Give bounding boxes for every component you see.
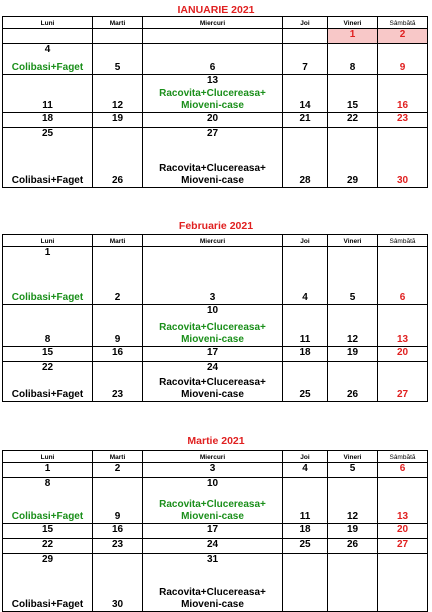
day-number: 5 [114,62,121,73]
day-cell [283,524,328,539]
day-number: 6 [209,62,216,73]
day-cell [143,524,283,539]
day-number: 20 [206,113,219,124]
day-number: 19 [346,524,359,535]
day-cell [3,463,93,478]
day-cell [328,128,378,188]
day-number: 2 [114,463,121,474]
day-number: 25 [41,128,54,139]
day-cell [283,478,328,524]
day-number: 14 [299,100,311,111]
day-cell [93,347,143,362]
day-number: 19 [346,347,359,358]
day-cell [3,347,93,362]
day-cell [143,362,283,402]
day-number: 10 [206,478,219,489]
day-cell [3,524,93,539]
weekday-header: Vineri [328,17,378,29]
day-cell [93,29,143,44]
day-number: 10 [206,305,219,316]
day-cell [93,305,143,347]
day-number: 12 [346,334,359,345]
day-cell [378,113,428,128]
week-row [3,305,428,347]
week-row [3,524,428,539]
day-number: 5 [349,292,356,303]
day-number: 5 [349,463,356,474]
day-cell [328,347,378,362]
day-number: 18 [299,524,311,535]
day-number: 4 [302,463,308,474]
month-title: Februarie 2021 [178,220,254,232]
day-number: 13 [396,511,409,522]
day-number: 27 [206,128,219,139]
collection-schedule-note: Colibasi+Faget [11,599,84,610]
day-number: 26 [346,389,359,400]
day-number: 2 [399,29,406,40]
day-cell [143,463,283,478]
weekday-header-row [3,235,428,247]
day-cell [93,539,143,554]
day-number: 1 [349,29,356,40]
weekday-header: Joi [283,235,328,247]
day-cell [283,305,328,347]
day-number: 22 [41,539,54,550]
day-cell [143,247,283,305]
day-number: 27 [396,389,409,400]
day-cell [93,128,143,188]
day-number: 7 [302,62,308,73]
day-cell [283,128,328,188]
day-cell [378,524,428,539]
day-cell [378,478,428,524]
weekday-header: Marti [93,235,143,247]
day-number: 26 [111,175,124,186]
day-cell [143,478,283,524]
week-row [3,539,428,554]
day-number: 20 [396,524,409,535]
day-cell [143,305,283,347]
week-row [3,128,428,188]
day-cell [283,29,328,44]
weekday-header: Sâmbătă [378,451,428,463]
day-number: 17 [206,347,219,358]
day-number: 9 [114,511,121,522]
day-cell [3,362,93,402]
week-row [3,478,428,524]
day-number: 19 [111,113,124,124]
weekday-header: Joi [283,17,328,29]
day-number: 29 [346,175,359,186]
day-number: 23 [396,113,409,124]
weekday-header: Miercuri [143,17,283,29]
week-row [3,75,428,113]
collection-schedule-note: Colibasi+Faget [11,511,84,522]
day-cell [143,128,283,188]
day-number: 15 [41,347,54,358]
collection-schedule-note: Colibasi+Faget [11,292,84,303]
day-cell [283,554,328,612]
collection-schedule-note: Racovita+Clucereasa+ Mioveni-case [159,163,266,186]
day-cell [283,44,328,75]
day-number: 30 [111,599,124,610]
day-cell [3,539,93,554]
day-cell [143,347,283,362]
day-number: 22 [41,362,54,373]
day-number: 25 [299,389,311,400]
day-cell [283,75,328,113]
collection-schedule-note: Colibasi+Faget [11,62,84,73]
day-number: 15 [41,524,54,535]
day-number: 30 [396,175,409,186]
day-cell [378,128,428,188]
day-cell [143,29,283,44]
day-cell [283,463,328,478]
day-number: 25 [299,539,311,550]
day-number: 12 [111,100,124,111]
day-cell [93,478,143,524]
day-number: 12 [346,511,359,522]
day-number: 1 [44,463,51,474]
day-number: 15 [346,100,359,111]
day-cell [378,29,428,44]
week-row [3,463,428,478]
day-number: 13 [396,334,409,345]
day-cell [3,29,93,44]
day-cell [143,554,283,612]
week-row [3,347,428,362]
day-cell [283,347,328,362]
day-number: 9 [399,62,406,73]
day-number: 13 [206,75,219,86]
day-cell [3,554,93,612]
week-row [3,362,428,402]
day-number: 18 [299,347,311,358]
day-cell [3,305,93,347]
day-number: 18 [41,113,54,124]
weekday-header-row [3,451,428,463]
collection-schedule-note: Colibasi+Faget [11,175,84,186]
weekday-header: Joi [283,451,328,463]
day-cell [378,44,428,75]
collection-schedule-note: Racovita+Clucereasa+ Mioveni-case [159,88,266,111]
day-cell [143,44,283,75]
weekday-header: Sâmbătă [378,17,428,29]
day-cell [93,44,143,75]
day-cell [378,247,428,305]
day-number: 24 [206,362,219,373]
collection-schedule-note: Racovita+Clucereasa+ Mioveni-case [159,499,266,522]
day-number: 21 [299,113,311,124]
day-cell [328,305,378,347]
weekday-header: Vineri [328,451,378,463]
week-row [3,247,428,305]
weekday-header: Luni [3,451,93,463]
day-number: 8 [349,62,356,73]
day-cell [378,554,428,612]
day-cell [3,75,93,113]
day-cell [283,539,328,554]
day-cell [283,113,328,128]
day-cell [93,362,143,402]
day-cell [3,247,93,305]
day-number: 4 [44,44,51,55]
week-row [3,554,428,612]
day-number: 27 [396,539,409,550]
day-number: 24 [206,539,219,550]
day-cell [3,44,93,75]
day-number: 16 [396,100,409,111]
day-number: 28 [299,175,311,186]
day-cell [328,75,378,113]
collection-schedule-note: Racovita+Clucereasa+ Mioveni-case [159,377,266,400]
weekday-header: Vineri [328,235,378,247]
day-cell [328,463,378,478]
day-number: 20 [396,347,409,358]
day-cell [328,554,378,612]
day-number: 31 [206,554,219,565]
day-cell [328,247,378,305]
weekday-header: Sâmbătă [378,235,428,247]
day-cell [93,113,143,128]
day-number: 4 [302,292,308,303]
day-number: 9 [114,334,121,345]
weekday-header: Marti [93,17,143,29]
day-cell [143,113,283,128]
month-title: Martie 2021 [187,435,245,447]
day-number: 3 [209,463,216,474]
weekday-header: Luni [3,17,93,29]
day-cell [328,539,378,554]
day-number: 1 [44,247,51,258]
weekday-header: Miercuri [143,235,283,247]
day-number: 17 [206,524,219,535]
month-calendar-table [2,234,428,402]
day-cell [3,478,93,524]
day-number: 3 [209,292,216,303]
day-cell [378,347,428,362]
day-cell [328,113,378,128]
day-cell [93,247,143,305]
day-cell [328,524,378,539]
weekday-header: Marti [93,451,143,463]
day-cell [93,75,143,113]
day-number: 2 [114,292,121,303]
day-cell [378,463,428,478]
day-cell [328,362,378,402]
day-number: 11 [299,511,311,522]
day-cell [3,128,93,188]
day-number: 8 [44,334,51,345]
day-cell [283,362,328,402]
day-cell [378,539,428,554]
day-number: 22 [346,113,359,124]
week-row [3,44,428,75]
day-number: 8 [44,478,51,489]
day-number: 11 [299,334,311,345]
week-row [3,113,428,128]
day-number: 26 [346,539,359,550]
day-cell [93,463,143,478]
month-calendar-table [2,16,428,188]
day-number: 16 [111,347,124,358]
week-row [3,29,428,44]
day-cell [328,44,378,75]
day-cell [378,362,428,402]
weekday-header: Luni [3,235,93,247]
month-title: IANUARIE 2021 [177,4,255,16]
month-calendar-table [2,450,428,612]
day-cell [378,75,428,113]
weekday-header-row [3,17,428,29]
day-number: 16 [111,524,124,535]
day-cell [283,247,328,305]
collection-schedule-note: Colibasi+Faget [11,389,84,400]
collection-schedule-note: Racovita+Clucereasa+ Mioveni-case [159,322,266,345]
day-cell [328,478,378,524]
day-number: 29 [41,554,54,565]
day-number: 6 [399,463,406,474]
day-cell [378,305,428,347]
day-cell [143,539,283,554]
day-cell [93,554,143,612]
day-cell [3,113,93,128]
day-cell [143,75,283,113]
collection-schedule-note: Racovita+Clucereasa+ Mioveni-case [159,587,266,610]
day-number: 11 [42,100,53,111]
day-number: 23 [111,389,124,400]
day-cell [93,524,143,539]
day-number: 23 [111,539,124,550]
day-cell [328,29,378,44]
weekday-header: Miercuri [143,451,283,463]
day-number: 6 [399,292,406,303]
